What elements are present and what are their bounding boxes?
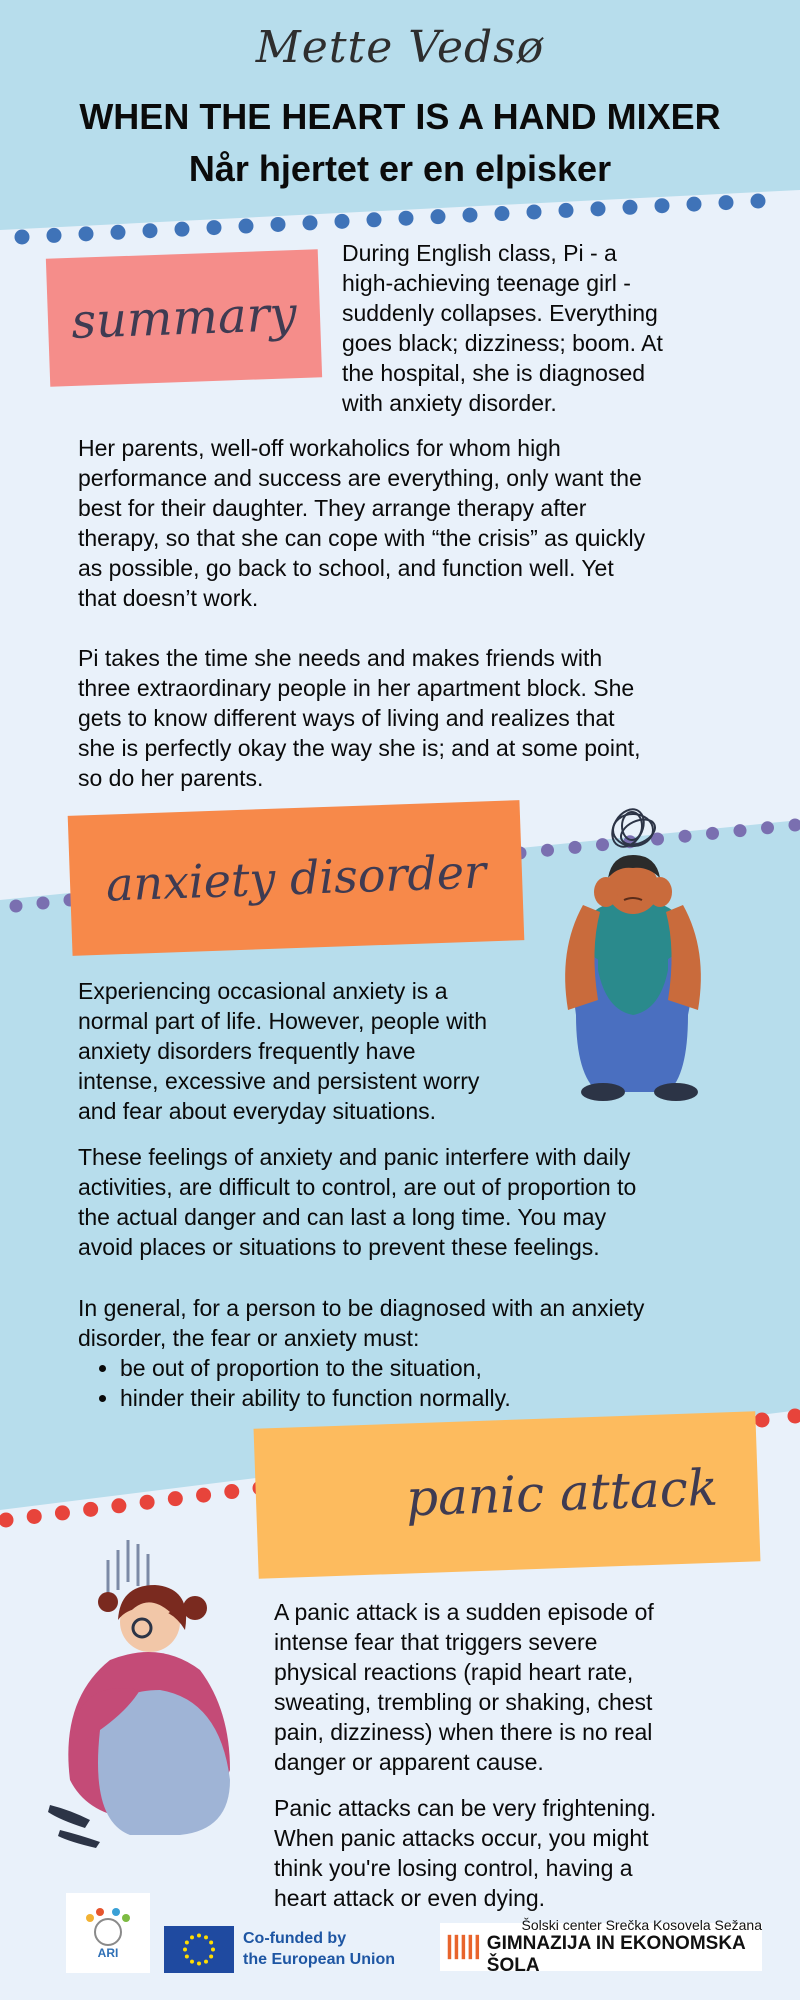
decorative-dot: [527, 204, 542, 219]
list-item: • hinder their ability to function normally.: [120, 1383, 768, 1413]
eu-star: [190, 1935, 194, 1939]
decorative-dot: [623, 200, 638, 215]
school-logo: [440, 1917, 762, 1976]
eu-star: [204, 1960, 208, 1964]
summary-paragraph-1: [78, 433, 758, 613]
list-item: • be out of proportion to the situation,: [120, 1353, 768, 1383]
decorative-dot: [761, 821, 774, 834]
decorative-dot: [168, 1491, 183, 1506]
summary-lead: [342, 238, 722, 418]
text-line: These feelings of anxiety and panic interfere with daily: [78, 1144, 631, 1170]
decorative-dot: [335, 214, 350, 229]
text-line: intense fear that triggers severe: [274, 1629, 598, 1655]
decorative-dot: [495, 206, 510, 221]
text-line: danger or apparent cause.: [274, 1749, 544, 1775]
text-line: disorder, the fear or anxiety must:: [78, 1325, 420, 1351]
decorative-dot: [27, 1509, 42, 1524]
decorative-dot: [143, 223, 158, 238]
ari-logo-icon: [78, 1906, 138, 1946]
decorative-dot: [47, 228, 62, 243]
eu-star: [197, 1962, 201, 1966]
decorative-dot: [431, 209, 446, 224]
decorative-dot: [111, 1498, 126, 1513]
text-line: During English class, Pi - a: [342, 240, 617, 266]
eu-line-2: the European Union: [243, 1951, 395, 1968]
decorative-dot: [111, 225, 126, 240]
panic-paragraph-2: [274, 1793, 774, 1913]
decorative-dot: [55, 1505, 70, 1520]
decorative-dot: [79, 226, 94, 241]
decorative-dot: [559, 203, 574, 218]
text-line: the actual danger and can last a long time. You may: [78, 1204, 607, 1230]
title-english: WHEN THE HEART IS A HAND MIXER: [79, 96, 721, 137]
panic-attack-tag-label: panic attack: [405, 1458, 719, 1528]
decorative-dot: [463, 208, 478, 223]
eu-cofunded-text: [243, 1928, 395, 1970]
decorative-dot: [196, 1488, 211, 1503]
eu-star: [204, 1935, 208, 1939]
text-line: physical reactions (rapid heart rate,: [274, 1659, 634, 1685]
school-logo-icon: [446, 1929, 481, 1965]
school-name-line-1: Šolski center Srečka Kosovela Sežana: [521, 1917, 762, 1933]
text-line: Pi takes the time she needs and makes friends with: [78, 645, 603, 671]
eu-star: [197, 1934, 201, 1938]
decorative-dot: [367, 212, 382, 227]
text-line: suddenly collapses. Everything: [342, 300, 658, 326]
title-norwegian: Når hjertet er en elpisker: [188, 148, 612, 189]
decorative-dot: [303, 215, 318, 230]
anxiety-disorder-tag-label: anxiety disorder: [105, 844, 487, 912]
text-line: anxiety disorders frequently have: [78, 1038, 416, 1064]
decorative-dot: [591, 201, 606, 216]
panic-attack-tag: [254, 1411, 761, 1578]
text-line: the hospital, she is diagnosed: [342, 360, 646, 386]
worried-person-illustration: [528, 800, 738, 1110]
text-line: activities, are difficult to control, are out of proportion to: [78, 1174, 637, 1200]
eu-star: [185, 1941, 189, 1945]
anxiety-paragraph-1: [78, 1142, 768, 1262]
text-line: she is perfectly okay the way she is; and at some point,: [78, 735, 641, 761]
text-line: think you're losing control, having a: [274, 1855, 633, 1881]
decorative-dot: [37, 897, 50, 910]
text-line: When panic attacks occur, you might: [274, 1825, 649, 1851]
text-line: Her parents, well-off workaholics for whom high: [78, 435, 561, 461]
eu-star: [185, 1955, 189, 1959]
decorative-dot: [271, 217, 286, 232]
text-line: sweating, trembling or shaking, chest: [274, 1689, 653, 1715]
text-line: gets to know different ways of living and realizes that: [78, 705, 615, 731]
text-line: as possible, go back to school, and function well. Yet: [78, 555, 614, 581]
decorative-dot: [751, 194, 766, 209]
decorative-dot: [83, 1502, 98, 1517]
decorative-dot: [719, 195, 734, 210]
scribble-cloud-icon: [606, 804, 659, 853]
eu-star: [183, 1948, 187, 1952]
text-line: with anxiety disorder.: [342, 390, 557, 416]
author-name: Mette Vedsø: [255, 22, 545, 73]
ari-logo-label: ARI: [97, 1946, 119, 1960]
text-line: performance and success are everything, only want the: [78, 465, 642, 491]
ari-logo: [66, 1893, 150, 1973]
decorative-dot: [755, 1413, 770, 1428]
decorative-dot: [15, 230, 30, 245]
eu-star: [209, 1955, 213, 1959]
eu-star: [211, 1948, 215, 1952]
panic-paragraph-1: [274, 1597, 774, 1777]
summary-tag-label: summary: [70, 286, 298, 350]
text-line: Panic attacks can be very frightening.: [274, 1795, 657, 1821]
text-line: A panic attack is a sudden episode of: [274, 1599, 654, 1625]
decorative-dot: [399, 211, 414, 226]
anxiety-disorder-tag: [68, 800, 525, 956]
anxiety-intro: [78, 976, 548, 1126]
decorative-dot: [10, 900, 23, 913]
school-name-line-2: GIMNAZIJA IN EKONOMSKA ŠOLA: [486, 1933, 746, 1976]
text-line: therapy, so that she can cope with “the crisis” as quickly: [78, 525, 646, 551]
eu-star: [209, 1941, 213, 1945]
summary-paragraph-2: [78, 643, 758, 793]
text-line: intense, excessive and persistent worry: [78, 1068, 480, 1094]
text-line: so do her parents.: [78, 765, 264, 791]
eu-line-1: Co-funded by: [243, 1930, 347, 1947]
text-line: and fear about everyday situations.: [78, 1098, 437, 1124]
text-line: In general, for a person to be diagnosed with an anxiety: [78, 1295, 645, 1321]
text-line: that doesn’t work.: [78, 585, 259, 611]
text-line: avoid places or situations to prevent these feelings.: [78, 1234, 600, 1260]
summary-tag: [46, 249, 322, 386]
criteria-list: [78, 1353, 768, 1413]
anxiety-paragraph-2: [78, 1293, 768, 1413]
decorative-dot: [239, 219, 254, 234]
decorative-dot: [224, 1484, 239, 1499]
decorative-dot: [207, 220, 222, 235]
decorative-dot: [175, 222, 190, 237]
decorative-dot: [140, 1495, 155, 1510]
text-line: normal part of life. However, people with: [78, 1008, 488, 1034]
text-line: three extraordinary people in her apartment block. She: [78, 675, 635, 701]
text-line: high-achieving teenage girl -: [342, 270, 631, 296]
text-line: heart attack or even dying.: [274, 1885, 546, 1911]
text-line: goes black; dizziness; boom. At: [342, 330, 663, 356]
text-line: pain, dizziness) when there is no real: [274, 1719, 653, 1745]
decorative-dot: [655, 198, 670, 213]
sad-girl-illustration: [30, 1530, 260, 1850]
eu-star: [190, 1960, 194, 1964]
text-line: best for their daughter. They arrange therapy after: [78, 495, 587, 521]
text-line: Experiencing occasional anxiety is a: [78, 978, 448, 1004]
decorative-dot: [687, 197, 702, 212]
eu-flag-icon: [164, 1926, 234, 1973]
